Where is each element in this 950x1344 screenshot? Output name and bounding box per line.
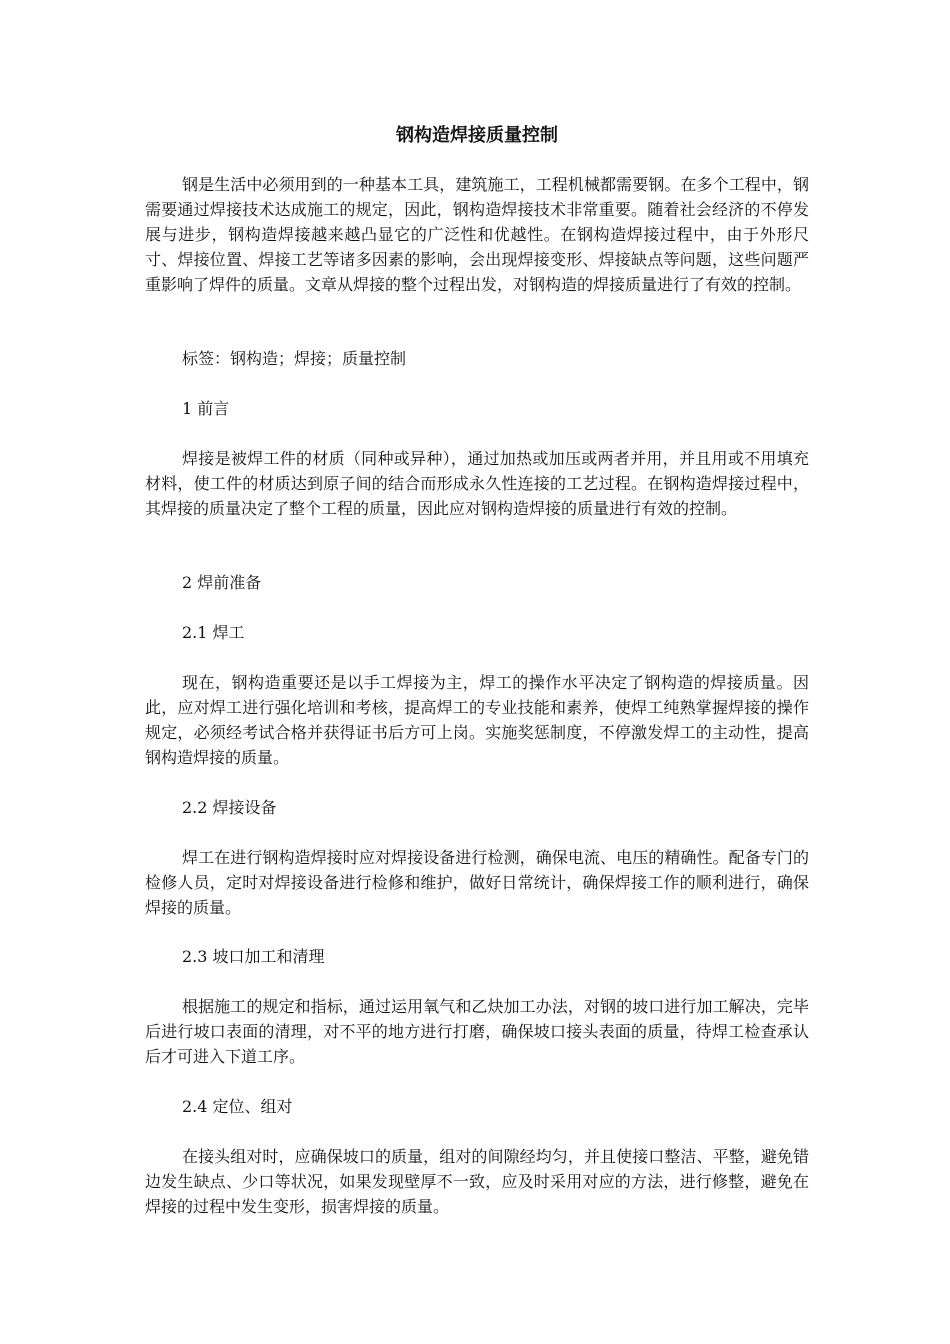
section-heading-2-2: 2.2 焊接设备: [182, 798, 277, 817]
section-heading-2-1: 2.1 焊工: [182, 623, 245, 642]
section-heading-1: 1 前言: [182, 399, 230, 418]
section-heading-2-3: 2.3 坡口加工和清理: [182, 947, 325, 966]
keywords-line: 标签：钢构造；焊接；质量控制: [182, 349, 407, 368]
section-heading-2: 2 焊前准备: [182, 573, 262, 592]
section-body-2-3: 根据施工的规定和指标，通过运用氧气和乙炔加工办法，对钢的坡口进行加工解决，完毕后进行坡口表面的清理，对不平的地方进行打磨，确保坡口接头表面的质量，待焊工检查承认后才可进入下道工序。: [145, 997, 809, 1066]
section-body-2-1: 现在，钢构造重要还是以手工焊接为主，焊工的操作水平决定了钢构造的焊接质量。因此，应对焊工进行强化培训和考核，提高焊工的专业技能和素养，使焊工纯熟掌握焊接的操作规定，必须经考试合格并获得证书后方可上岗。实施奖惩制度，不停激发焊工的主动性，提高钢构造焊接的质量。: [145, 673, 809, 767]
section-body-1: 焊接是被焊工件的材质（同种或异种），通过加热或加压或两者并用，并且用或不用填充材料，使工件的材质达到原子间的结合而形成永久性连接的工艺过程。在钢构造焊接过程中，其焊接的质量决定了整个工程的质量，因此应对钢构造焊接的质量进行有效的控制。: [145, 449, 809, 518]
section-body-2-2: 焊工在进行钢构造焊接时应对焊接设备进行检测，确保电流、电压的精确性。配备专门的检修人员，定时对焊接设备进行检修和维护，做好日常统计，确保焊接工作的顺利进行，确保焊接的质量。: [145, 848, 809, 917]
abstract-paragraph: 钢是生活中必须用到的一种基本工具，建筑施工，工程机械都需要钢。在多个工程中，钢需要通过焊接技术达成施工的规定，因此，钢构造焊接技术非常重要。随着社会经济的不停发展与进步，钢构造焊接越来越凸显它的广泛性和优越性。在钢构造焊接过程中，由于外形尺寸、焊接位置、焊接工艺等诸多因素的影响，会出现焊接变形、焊接缺点等问题，这些问题严重影响了焊件的质量。文章从焊接的整个过程出发，对钢构造的焊接质量进行了有效的控制。: [145, 175, 809, 294]
section-heading-2-4: 2.4 定位、组对: [182, 1097, 293, 1116]
section-body-2-4: 在接头组对时，应确保坡口的质量，组对的间隙经均匀，并且使接口整洁、平整，避免错边发生缺点、少口等状况，如果发现壁厚不一致，应及时采用对应的方法，进行修整，避免在焊接的过程中发生变形，损害焊接的质量。: [145, 1147, 809, 1216]
document-title: 钢构造焊接质量控制: [396, 125, 558, 146]
